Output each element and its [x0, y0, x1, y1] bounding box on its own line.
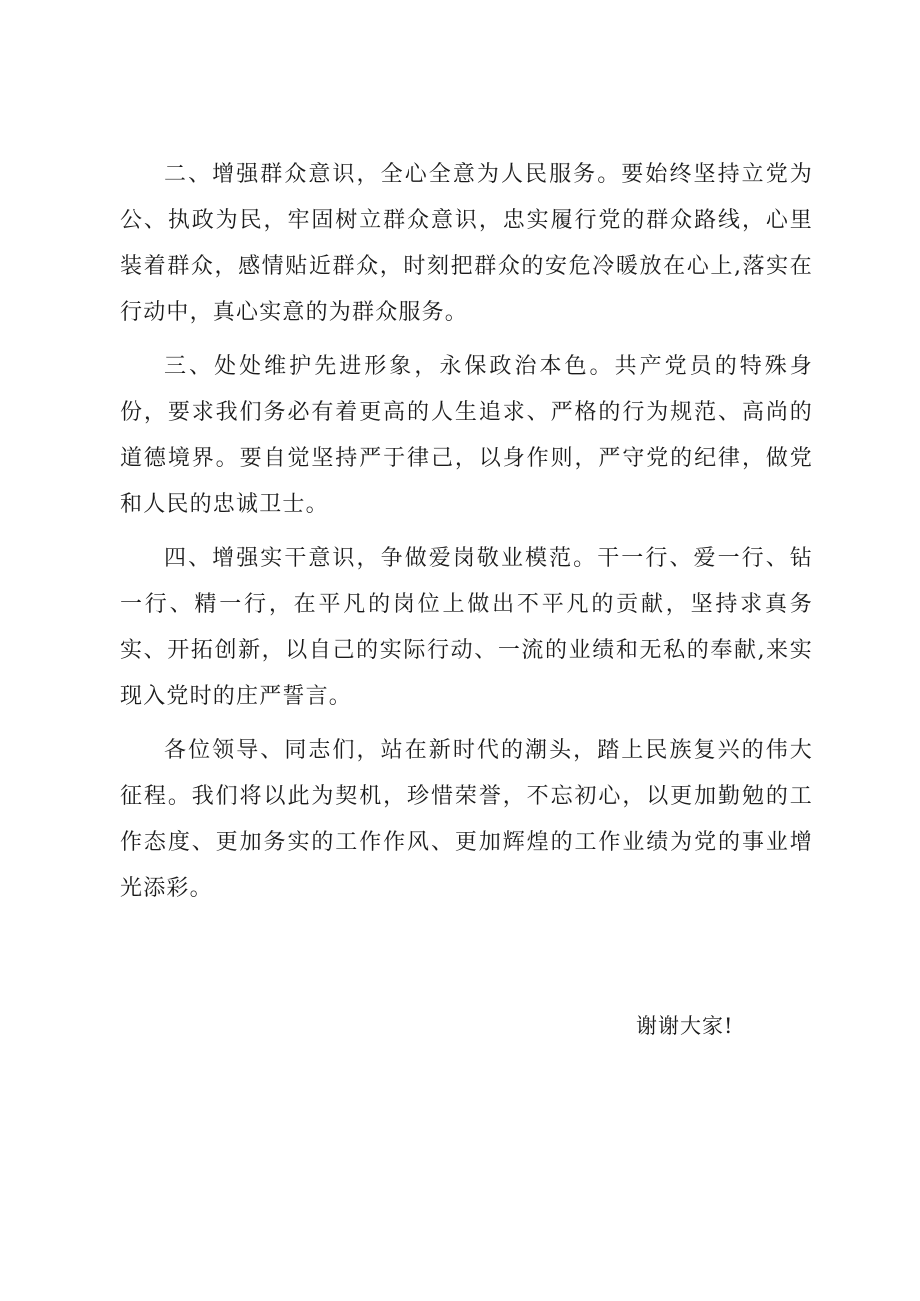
closing-thanks: 谢谢大家! [636, 1014, 734, 1038]
paragraph-advanced-image: 三、处处维护先进形象，永保政治本色。共产党员的特殊身份，要求我们务必有着更高的人生追求、严格的行为规范、高尚的道德境界。要自觉坚持严于律己，以身作则，严守党的纪律，做党和人民的忠诚卫士。 [120, 354, 813, 517]
paragraph-practical-work: 四、增强实干意识，争做爱岗敬业模范。干一行、爱一行、钻一行、精一行，在平凡的岗位上做出不平凡的贡献，坚持求真务实、开拓创新，以自己的实际行动、一流的业绩和无私的奉献,来实现入党时的庄严誓言。 [120, 546, 813, 709]
document-body [120, 152, 813, 920]
paragraph-conclusion: 各位领导、同志们，站在新时代的潮头，踏上民族复兴的伟大征程。我们将以此为契机，珍惜荣誉，不忘初心，以更加勤勉的工作态度、更加务实的工作作风、更加辉煌的工作业绩为党的事业增光添彩。 [120, 738, 813, 901]
paragraph-mass-awareness: 二、增强群众意识，全心全意为人民服务。要始终坚持立党为公、执政为民，牢固树立群众意识，忠实履行党的群众路线，心里装着群众，感情贴近群众，时刻把群众的安危冷暖放在心上,落实在行动中，真心实意的为群众服务。 [120, 162, 813, 325]
